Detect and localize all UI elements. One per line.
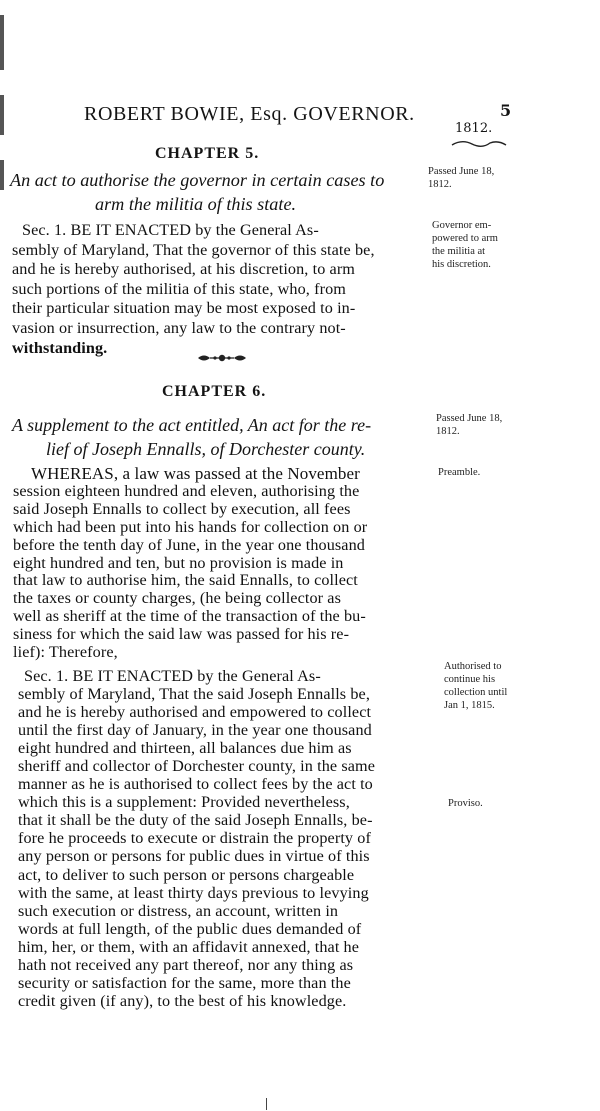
- margin-line: powered to arm: [432, 233, 498, 244]
- text-line: words at full length, of the public dues demanded of: [18, 919, 362, 938]
- chapter-6-section-1: [18, 667, 375, 1010]
- text-line: fore he proceeds to execute or distrain the property of: [18, 829, 371, 848]
- stray-mark: [266, 1098, 267, 1110]
- binding-edge: [0, 95, 4, 135]
- text-line: credit given (if any), to the best of his knowledge.: [18, 991, 347, 1010]
- text-line: that law to authorise him, the said Ennalls, to collect: [13, 571, 358, 590]
- chapter-5-heading: CHAPTER 5.: [155, 145, 260, 162]
- text-line: eight hundred and ten, but no provision is made in: [13, 553, 344, 572]
- section-ornament: [196, 352, 248, 364]
- text-line: lief): Therefore,: [13, 643, 118, 662]
- text-line: until the first day of January, in the year one thousand: [18, 721, 372, 740]
- text-line: manner as he is authorised to collect fees by the act to: [18, 775, 373, 794]
- text-line: eight hundred and thirteen, all balances due him as: [18, 739, 352, 758]
- text-line: that it shall be the duty of the said Joseph Ennalls, be-: [18, 811, 373, 830]
- chapter-5-section-1: [12, 221, 375, 358]
- text-line: hath not received any part thereof, nor any thing as: [18, 955, 354, 974]
- chapter-6-preamble: [13, 465, 367, 662]
- chapter-6-title-line-2: lief of Joseph Ennalls, of Dorchester county.: [46, 439, 366, 459]
- text-line: act, to deliver to such person or persons chargeable: [18, 865, 355, 884]
- text-line: withstanding.: [12, 338, 108, 357]
- running-title: ROBERT BOWIE, Esq. GOVERNOR.: [84, 103, 415, 125]
- text-line: him, her, or them, with an affidavit annexed, that he: [18, 937, 360, 956]
- text-line: sheriff and collector of Dorchester county, in the same: [18, 757, 375, 776]
- binding-edge: [0, 160, 4, 190]
- chapter-6-heading: CHAPTER 6.: [162, 383, 267, 400]
- text-line: siness for which the said law was passed for his re-: [13, 625, 350, 644]
- text-line: the taxes or county charges, (he being collector as: [13, 589, 341, 608]
- text-line: and he is hereby authorised and empowered to collect: [18, 703, 372, 722]
- chapter-5-title-line-1: An act to authorise the governor in certain cases to: [10, 170, 385, 190]
- text-line: WHEREAS, a law was passed at the November: [31, 464, 360, 483]
- margin-line: collection until: [444, 687, 508, 698]
- text-line: Sec. 1. BE IT ENACTED by the General As-: [22, 221, 319, 239]
- margin-line: his discretion.: [432, 259, 491, 270]
- margin-line: Authorised to: [444, 661, 502, 672]
- text-line: before the tenth day of June, in the year one thousand: [13, 535, 365, 554]
- text-line: which had been put into his hands for collection on or: [13, 517, 368, 536]
- text-line: which this is a supplement: Provided nevertheless,: [18, 793, 350, 812]
- text-line: vasion or insurrection, any law to the contrary not-: [12, 318, 346, 337]
- binding-edge: [0, 15, 4, 70]
- chapter-6-title-line-1: A supplement to the act entitled, An act for the re-: [12, 415, 372, 435]
- text-line: such execution or distress, an account, written in: [18, 901, 339, 920]
- margin-line: Jan 1, 1815.: [444, 700, 495, 711]
- text-line: said Joseph Ennalls to collect by execution, all fees: [13, 499, 351, 518]
- text-line: any person or persons for public dues in virtue of this: [18, 847, 370, 866]
- page-number: 5: [500, 101, 512, 120]
- passed-line: 1812.: [428, 179, 452, 190]
- chapter-5-passed-note: [428, 165, 494, 191]
- text-line: their particular situation may be most exposed to in-: [12, 299, 356, 318]
- text-line: Sec. 1. BE IT ENACTED by the General As-: [24, 667, 321, 685]
- text-line: and he is hereby authorised, at his discretion, to arm: [12, 260, 355, 279]
- passed-line: 1812.: [436, 426, 460, 437]
- text-line: sembly of Maryland, That the said Joseph Ennalls be,: [18, 685, 370, 704]
- chapter-5-margin-note: [432, 219, 498, 271]
- text-line: such portions of the militia of this state, who, from: [12, 279, 346, 298]
- text-line: sembly of Maryland, That the governor of this state be,: [12, 240, 375, 259]
- preamble-margin-note: Preamble.: [438, 467, 481, 478]
- chapter-6-passed-note: [436, 412, 502, 438]
- year-label: 1812.: [455, 121, 493, 136]
- text-line: with the same, at least thirty days previous to levying: [18, 883, 369, 902]
- chapter-5-title-line-2: arm the militia of this state.: [95, 194, 297, 214]
- margin-line: Governor em-: [432, 220, 492, 231]
- margin-line: continue his: [444, 674, 496, 685]
- chapter-6-margin-note: [444, 660, 507, 712]
- text-line: well as sheriff at the time of the transaction of the bu-: [13, 607, 366, 626]
- margin-line: the militia at: [432, 246, 486, 257]
- passed-line: Passed June 18,: [428, 166, 495, 177]
- text-line: security or satisfaction for the same, more than the: [18, 973, 351, 992]
- year-flourish: [450, 137, 508, 149]
- proviso-margin-note: Proviso.: [448, 798, 483, 809]
- passed-line: Passed June 18,: [436, 413, 503, 424]
- text-line: session eighteen hundred and eleven, authorising the: [13, 481, 360, 500]
